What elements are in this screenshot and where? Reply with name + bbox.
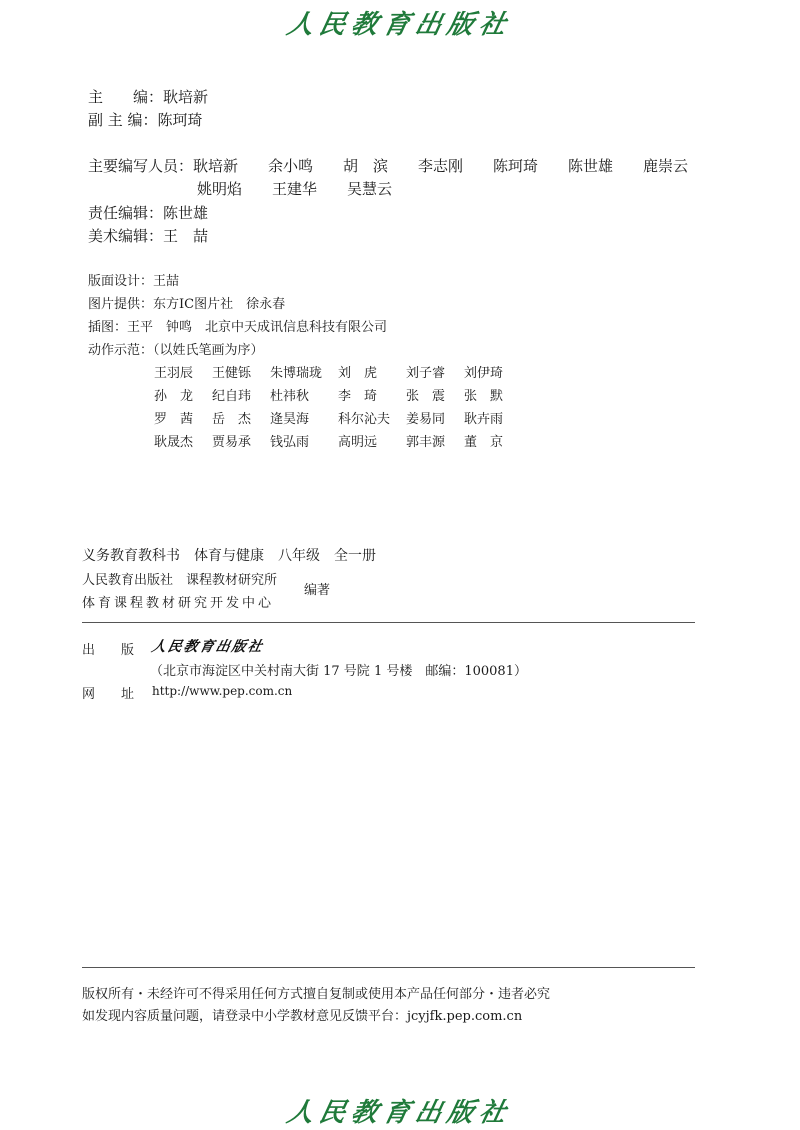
demo-name: 岳 杰 [212,412,252,427]
divider-bottom [82,967,695,968]
responsible-editor-line [88,202,208,223]
main-writers-label: 主要编写人员： [88,157,194,175]
demo-name: 贾易承 [212,435,252,450]
chief-editor-label: 主 编： [88,88,164,106]
demo-name: 高明远 [338,435,378,450]
deputy-editor-label: 副 主 编： [88,111,158,129]
illustration-credit: 插图：王平 钟鸣 北京中天成讯信息科技有限公司 [88,320,388,335]
demo-name: 罗 茜 [154,412,194,427]
demo-name: 郭丰源 [406,435,446,450]
demo-name: 姜易同 [406,412,446,427]
demo-row-1 [154,362,522,381]
publisher-name: 人民教育出版社 [150,639,266,655]
demo-name: 董 京 [464,435,504,450]
responsible-editor-label: 责任编辑： [88,204,164,222]
publisher-logo-top: 人民教育出版社 [284,10,515,40]
chief-editor-name: 耿培新 [163,88,209,106]
demo-name: 孙 龙 [154,389,194,404]
demo-name: 刘 虎 [338,366,378,381]
author-suffix: 编著 [304,583,331,598]
feedback-notice: 如发现内容质量问题，请登录中小学教材意见反馈平台：jcyjfk.pep.com.cn [82,1009,523,1024]
demo-name: 科尔沁夫 [338,412,391,427]
demo-name: 耿卉雨 [464,412,504,427]
publisher-name-logo [152,636,264,656]
demo-name: 张 默 [464,389,504,404]
demo-name: 李 琦 [338,389,378,404]
publish-label: 出 版 [82,643,135,658]
website-label: 网 址 [82,687,135,702]
main-writers-line [88,155,688,176]
demo-name: 王羽辰 [154,366,194,381]
main-writers-names-continued: 姚明焰 王建华 吴慧云 [197,180,393,198]
photo-credit: 图片提供：东方IC图片社 徐永春 [88,297,286,312]
demo-name: 纪自玮 [212,389,252,404]
publisher-address: （北京市海淀区中关村南大街 17 号院 1 号楼 邮编：100081） [150,664,527,679]
deputy-editor-line [88,109,203,130]
layout-design-credit: 版面设计：王喆 [88,274,180,289]
demo-name: 耿晟杰 [154,435,194,450]
demo-name: 杜祎秋 [270,389,310,404]
author-line-1: 人民教育出版社 课程教材研究所 [82,573,278,588]
deputy-editor-name: 陈珂琦 [157,111,203,129]
copyright-notice: 版权所有・未经许可不得采用任何方式擅自复制或使用本产品任何部分・违者必究 [82,987,551,1002]
art-editor-label: 美术编辑： [88,227,164,245]
demo-row-2 [154,385,522,404]
author-line-2: 体育课程教材研究开发中心 [82,596,275,611]
responsible-editor-name: 陈世雄 [163,204,209,222]
main-writers-names: 耿培新 余小鸣 胡 滨 李志刚 陈珂琦 陈世雄 鹿崇云 [193,157,689,175]
book-title: 义务教育教科书 体育与健康 八年级 全一册 [82,548,376,564]
demo-name: 钱弘雨 [270,435,310,450]
demo-row-4 [154,431,522,450]
art-editor-name: 王 喆 [163,227,209,245]
demo-name: 王健铄 [212,366,252,381]
demo-name: 逄昊海 [270,412,310,427]
publisher-logo-bottom: 人民教育出版社 [284,1098,515,1128]
art-editor-line [88,225,208,246]
demo-name: 刘伊琦 [464,366,504,381]
demo-name: 张 震 [406,389,446,404]
divider-top [82,622,695,623]
website-url[interactable]: http://www.pep.com.cn [152,684,293,698]
demo-name: 朱博瑞珑 [270,366,323,381]
chief-editor-line [88,86,208,107]
demo-row-3 [154,408,522,427]
demo-name: 刘子睿 [406,366,446,381]
demo-label: 动作示范：（以姓氏笔画为序） [88,343,264,358]
